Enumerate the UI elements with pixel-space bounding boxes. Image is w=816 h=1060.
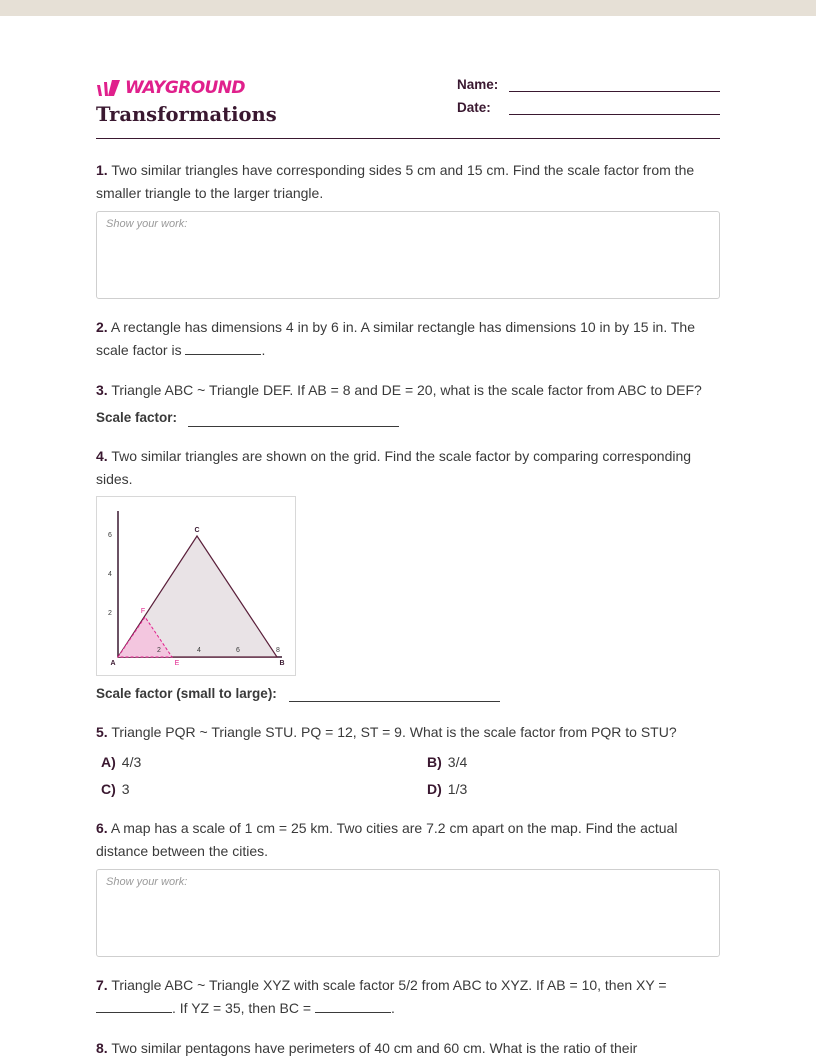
question-text: A rectangle has dimensions 4 in by 6 in. A similar rectangle has dimensions 10 in by 15 in. The scale factor is xyxy=(96,319,695,358)
question-text: A map has a scale of 1 cm = 25 km. Two cities are 7.2 cm apart on the map. Find the actual distance between the cities. xyxy=(96,820,678,859)
vertex-label-a: A xyxy=(110,660,116,667)
question-text-end: . xyxy=(261,341,266,358)
option-letter: B) xyxy=(427,754,442,770)
option-text: 3/4 xyxy=(447,754,468,770)
question-text-mid: . If YZ = 35, then BC = xyxy=(172,999,312,1016)
option-c[interactable] xyxy=(101,781,130,797)
top-bar xyxy=(0,0,816,16)
wayground-logo-icon xyxy=(96,79,122,97)
option-text: 3 xyxy=(121,781,130,797)
question-3 xyxy=(96,379,720,402)
question-text-end: . xyxy=(390,999,395,1016)
x-tick-label: 6 xyxy=(236,647,240,654)
question-2 xyxy=(96,316,720,361)
question-6 xyxy=(96,817,720,862)
bc-answer-blank[interactable] xyxy=(315,998,391,1013)
scale-factor-small-large-answer-line[interactable] xyxy=(289,701,500,702)
header-divider xyxy=(96,138,720,139)
question-1 xyxy=(96,159,720,204)
question-number: 5. xyxy=(96,724,108,740)
worksheet-title: Transformations xyxy=(96,103,277,126)
x-tick-label: 4 xyxy=(197,647,201,654)
option-d[interactable] xyxy=(427,781,467,797)
question-text: Two similar triangles have corresponding sides 5 cm and 15 cm. Find the scale factor from the smaller triangle to the larger triangle. xyxy=(96,162,695,201)
option-letter: C) xyxy=(101,781,116,797)
option-letter: A) xyxy=(101,754,116,770)
option-letter: D) xyxy=(427,781,442,797)
work-box-6[interactable] xyxy=(96,869,720,957)
y-tick-label: 2 xyxy=(108,610,112,617)
question-number: 2. xyxy=(96,319,108,335)
name-field[interactable] xyxy=(509,91,720,92)
question-number: 7. xyxy=(96,977,108,993)
question-text: Triangle ABC ~ Triangle XYZ with scale factor 5/2 from ABC to XYZ. If AB = 10, then XY = xyxy=(111,977,667,993)
scale-factor-label: Scale factor: xyxy=(96,410,178,425)
xy-answer-blank[interactable] xyxy=(96,998,172,1013)
question-text: Triangle PQR ~ Triangle STU. PQ = 12, ST = 9. What is the scale factor from PQR to STU? xyxy=(111,724,677,740)
question-number: 4. xyxy=(96,448,108,464)
work-placeholder: Show your work: xyxy=(106,876,188,888)
brand-name: WAYGROUND xyxy=(125,78,245,98)
work-placeholder: Show your work: xyxy=(106,218,188,230)
x-tick-label: 2 xyxy=(157,647,161,654)
option-text: 4/3 xyxy=(121,754,142,770)
question-5 xyxy=(96,721,720,744)
question-text: Two similar pentagons have perimeters of 40 cm and 60 cm. What is the ratio of their xyxy=(111,1040,638,1056)
vertex-label-e: E xyxy=(174,660,180,667)
brand-logo xyxy=(96,78,245,98)
question-number: 8. xyxy=(96,1040,108,1056)
question-number: 3. xyxy=(96,382,108,398)
answer-blank[interactable] xyxy=(185,340,261,355)
question-8 xyxy=(96,1037,720,1060)
option-text: 1/3 xyxy=(447,781,468,797)
question-7 xyxy=(96,974,720,1019)
scale-factor-small-large-label: Scale factor (small to large): xyxy=(96,686,277,701)
vertex-label-b: B xyxy=(279,660,285,667)
question-text: Triangle ABC ~ Triangle DEF. If AB = 8 and DE = 20, what is the scale factor from ABC to DEF? xyxy=(111,382,702,398)
date-label: Date: xyxy=(457,100,491,115)
y-tick-label: 4 xyxy=(108,571,112,578)
question-4 xyxy=(96,445,720,490)
question-text: Two similar triangles are shown on the grid. Find the scale factor by comparing corresponding sides. xyxy=(96,448,692,487)
x-tick-label: 8 xyxy=(276,647,280,654)
name-label: Name: xyxy=(457,77,499,92)
question-number: 6. xyxy=(96,820,108,836)
similar-triangles-figure xyxy=(96,496,296,676)
work-box-1[interactable] xyxy=(96,211,720,299)
y-tick-label: 6 xyxy=(108,532,112,539)
vertex-label-c: C xyxy=(194,527,200,534)
scale-factor-answer-line[interactable] xyxy=(188,426,399,427)
option-b[interactable] xyxy=(427,754,467,770)
date-field[interactable] xyxy=(509,114,720,115)
question-number: 1. xyxy=(96,162,108,178)
option-a[interactable] xyxy=(101,754,141,770)
vertex-label-f: F xyxy=(140,608,146,615)
